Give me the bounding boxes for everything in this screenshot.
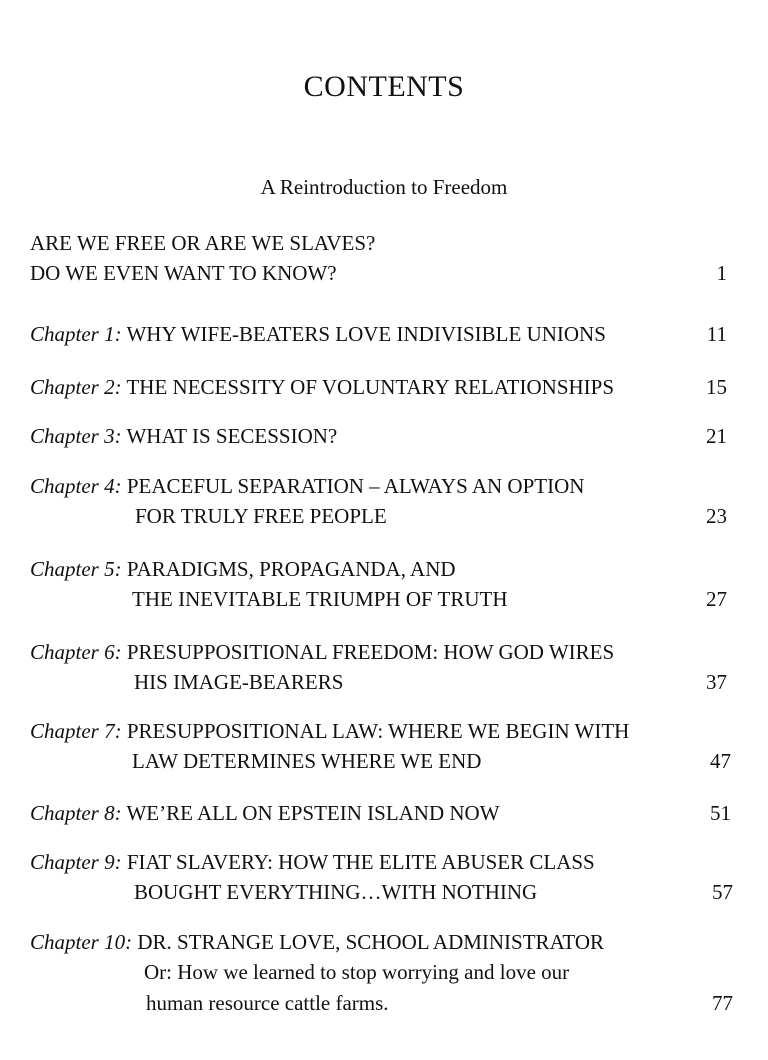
chapter-4-page-number: 23 <box>706 504 727 528</box>
chapter-8-line <box>30 800 500 826</box>
intro-line-2: DO WE EVEN WANT TO KNOW? <box>30 261 337 285</box>
chapter-1-title: WHY WIFE-BEATERS LOVE INDIVISIBLE UNIONS <box>126 322 606 346</box>
chapter-4-line <box>30 473 584 499</box>
chapter-5-title: PARADIGMS, PROPAGANDA, AND <box>126 557 456 581</box>
chapter-1-line <box>30 321 606 347</box>
chapter-6-title: PRESUPPOSITIONAL FREEDOM: HOW GOD WIRES <box>126 640 615 664</box>
chapter-7-title-line-2: LAW DETERMINES WHERE WE END <box>132 749 482 773</box>
intro-page-number: 1 <box>716 261 727 285</box>
chapter-8-page-number: 51 <box>710 801 731 825</box>
chapter-7-page-number: 47 <box>710 749 731 773</box>
chapter-9-page-number: 57 <box>712 880 733 904</box>
chapter-5-title-line-2: THE INEVITABLE TRIUMPH OF TRUTH <box>132 587 508 611</box>
chapter-2-title: THE NECESSITY OF VOLUNTARY RELATIONSHIPS <box>126 375 615 399</box>
chapter-10-page-number: 77 <box>712 991 733 1015</box>
chapter-8-label: Chapter 8: <box>30 801 122 825</box>
chapter-6-line <box>30 639 614 665</box>
chapter-4-title-line-2: FOR TRULY FREE PEOPLE <box>135 504 387 528</box>
chapter-10-subtitle-line-1: Or: How we learned to stop worrying and love our <box>144 960 570 984</box>
chapter-3-label: Chapter 3: <box>30 424 122 448</box>
chapter-10-title: DR. STRANGE LOVE, SCHOOL ADMINISTRATOR <box>137 930 605 954</box>
chapter-6-label: Chapter 6: <box>30 640 122 664</box>
chapter-1-page-number: 11 <box>706 322 727 346</box>
chapter-9-title-line-2: BOUGHT EVERYTHING…WITH NOTHING <box>134 880 538 904</box>
chapter-3-page-number: 21 <box>706 424 727 448</box>
chapter-2-label: Chapter 2: <box>30 375 122 399</box>
chapter-6-page-number: 37 <box>706 670 727 694</box>
chapter-2-page-number: 15 <box>706 375 727 399</box>
chapter-10-label: Chapter 10: <box>30 930 133 954</box>
chapter-7-title: PRESUPPOSITIONAL LAW: WHERE WE BEGIN WITH <box>126 719 630 743</box>
chapter-4-label: Chapter 4: <box>30 474 122 498</box>
chapter-9-line <box>30 849 595 875</box>
chapter-10-line <box>30 929 604 955</box>
chapter-9-title: FIAT SLAVERY: HOW THE ELITE ABUSER CLASS <box>126 850 595 874</box>
chapter-8-title: WE’RE ALL ON EPSTEIN ISLAND NOW <box>126 801 500 825</box>
chapter-1-label: Chapter 1: <box>30 322 122 346</box>
chapter-10-subtitle-line-2: human resource cattle farms. <box>146 991 389 1015</box>
chapter-2-line <box>30 374 614 400</box>
chapter-5-page-number: 27 <box>706 587 727 611</box>
chapter-7-line <box>30 718 629 744</box>
chapter-4-title: PEACEFUL SEPARATION – ALWAYS AN OPTION <box>126 474 585 498</box>
intro-line-1: ARE WE FREE OR ARE WE SLAVES? <box>30 231 376 255</box>
chapter-7-label: Chapter 7: <box>30 719 122 743</box>
section-title: A Reintroduction to Freedom <box>260 175 508 199</box>
chapter-3-line <box>30 423 337 449</box>
chapter-3-title: WHAT IS SECESSION? <box>126 424 338 448</box>
chapter-5-label: Chapter 5: <box>30 557 122 581</box>
chapter-9-label: Chapter 9: <box>30 850 122 874</box>
chapter-5-line <box>30 556 456 582</box>
page-title: CONTENTS <box>303 70 465 103</box>
chapter-6-title-line-2: HIS IMAGE-BEARERS <box>134 670 344 694</box>
